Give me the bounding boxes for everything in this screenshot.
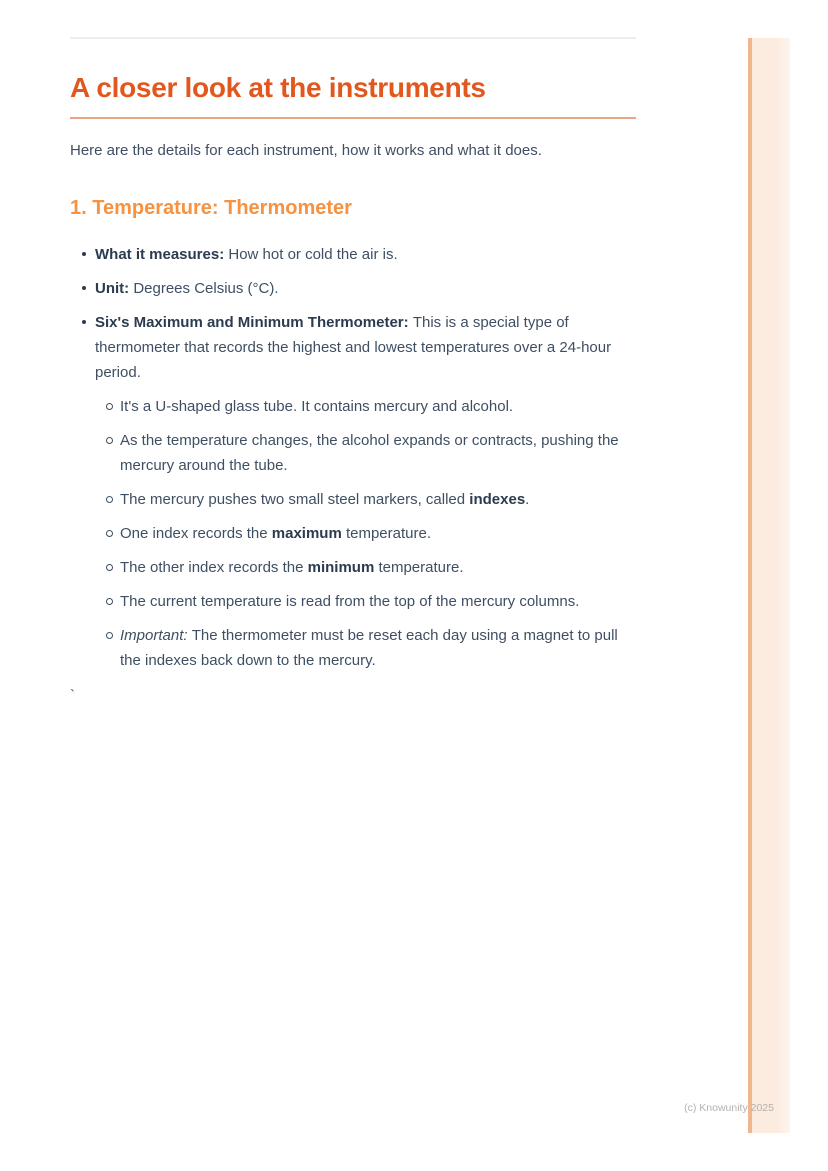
list-item xyxy=(95,276,636,301)
list-item xyxy=(95,310,636,673)
text-segment: How hot or cold the air is. xyxy=(228,246,398,264)
content-column xyxy=(70,0,636,704)
list-item xyxy=(120,521,636,546)
list-item xyxy=(120,487,636,512)
intro-paragraph: Here are the details for each instrument, how it works and what it does. xyxy=(70,142,542,160)
title-underline xyxy=(70,117,636,119)
text-segment: The other index records the xyxy=(120,559,308,577)
text-segment: maximum xyxy=(271,525,342,543)
text-segment: What it measures: xyxy=(95,246,229,264)
list-item xyxy=(120,623,636,673)
text-segment: . xyxy=(525,491,530,509)
text-segment: It's a U-shaped glass tube. It contains mercury and alcohol. xyxy=(120,398,514,416)
text-segment: This is a special type of thermometer that records the highest and lowest temperatures over a 24-hour period. xyxy=(95,314,612,382)
bullet-list-mount xyxy=(70,242,636,673)
stray-backtick: ` xyxy=(70,687,75,705)
section-heading: 1. Temperature: Thermometer xyxy=(70,197,352,220)
list-item xyxy=(120,428,636,478)
sidebar-accent-strip xyxy=(748,38,790,1133)
text-segment: As the temperature changes, the alcohol expands or contracts, pushing the mercury around the tube. xyxy=(120,432,619,475)
text-segment: One index records the xyxy=(120,525,272,543)
text-segment: temperature. xyxy=(341,525,432,543)
text-segment: Important: xyxy=(120,627,192,645)
text-segment: indexes xyxy=(469,491,526,509)
text-segment: minimum xyxy=(307,559,375,577)
text-segment: Six's Maximum and Minimum Thermometer: xyxy=(95,314,413,332)
text-segment: temperature. xyxy=(374,559,464,577)
footer-copyright: (c) Knowunity 2025 xyxy=(684,1102,774,1114)
text-segment: The current temperature is read from the top of the mercury columns. xyxy=(120,593,580,611)
text-segment: Degrees Celsius (°C). xyxy=(133,280,279,298)
text-segment: The mercury pushes two small steel markers, called xyxy=(120,491,470,509)
bullet-list xyxy=(70,242,636,673)
top-divider xyxy=(70,37,636,39)
text-segment: The thermometer must be reset each day using a magnet to pull the indexes back down to the mercury. xyxy=(120,627,618,670)
list-item xyxy=(120,555,636,580)
list-item xyxy=(120,589,636,614)
sub-bullet-list xyxy=(95,394,636,673)
page-title: A closer look at the instruments xyxy=(70,72,486,103)
text-segment: Unit: xyxy=(95,280,134,298)
list-item xyxy=(120,394,636,419)
list-item xyxy=(95,242,636,267)
